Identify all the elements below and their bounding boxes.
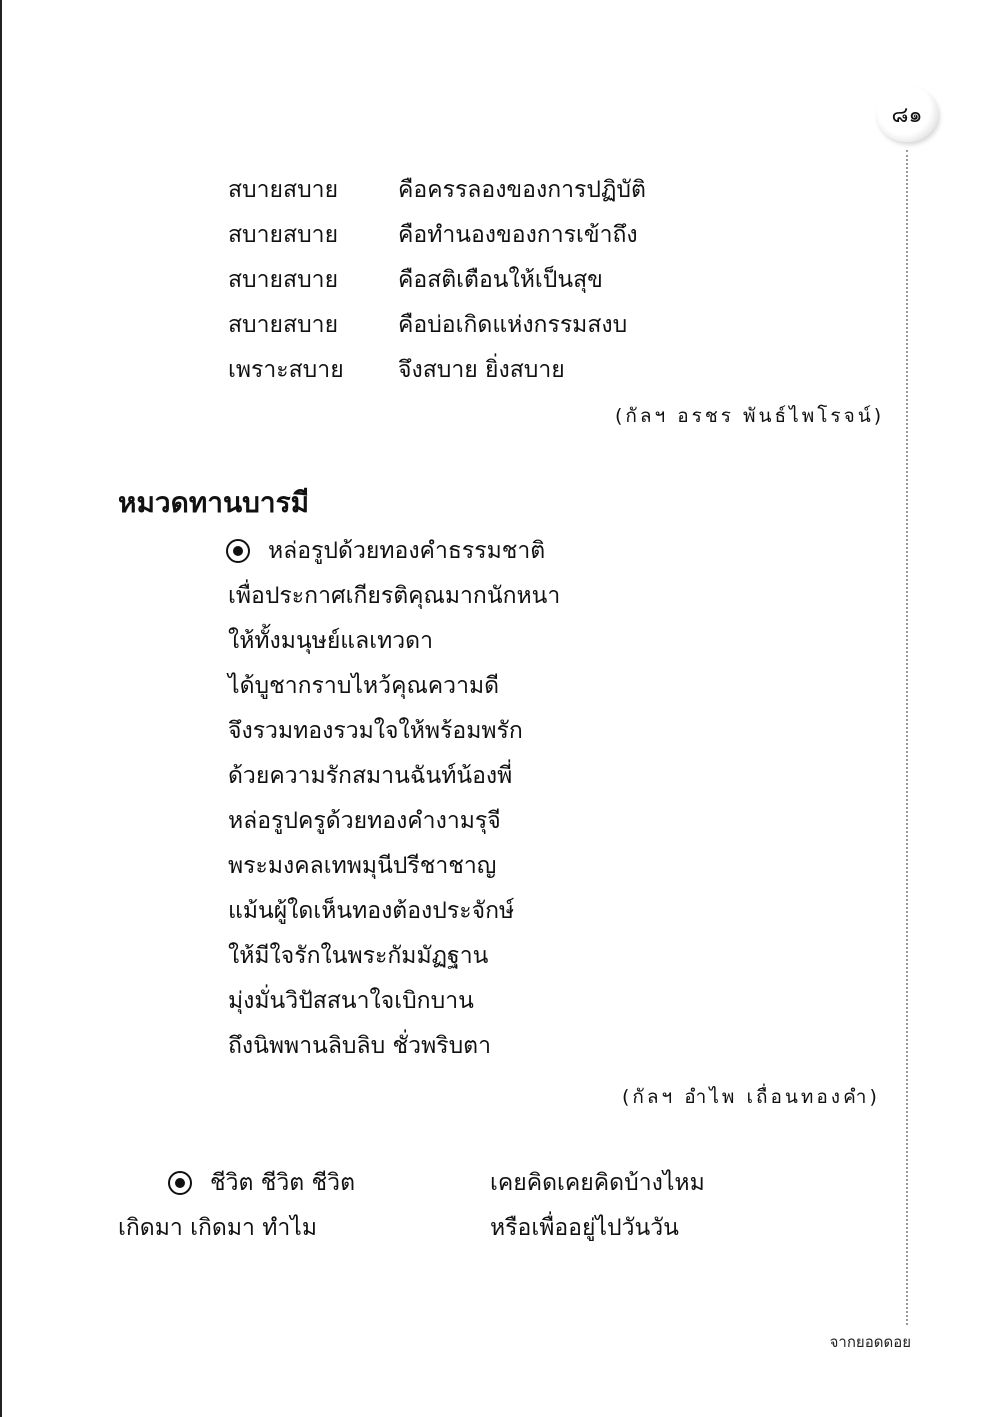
- poem-line: หล่อรูปครูด้วยทองคำงามรุจี: [228, 807, 501, 834]
- page-number-badge: [876, 86, 938, 142]
- poem-line: พระมงคลเทพมุนีปรีชาชาญ: [228, 852, 497, 879]
- stanza-left: [118, 1165, 490, 1201]
- stanza-right: เคยคิดเคยคิดบ้างไหม: [490, 1169, 705, 1196]
- stanza-left-text: ชีวิต ชีวิต ชีวิต: [210, 1169, 356, 1196]
- verse-left: สบายสบาย: [228, 176, 339, 203]
- poem-line: ถึงนิพพานลิบลิบ ชั่วพริบตา: [228, 1032, 492, 1059]
- stanza-left: เกิดมา เกิดมา ทำไม: [118, 1214, 318, 1241]
- stanza-row: [118, 1160, 705, 1205]
- verse-left: สบายสบาย: [228, 266, 339, 293]
- page-number: ๘๑: [891, 102, 923, 128]
- verse-row: [228, 302, 646, 347]
- verse-row: [228, 212, 646, 257]
- poem-line-text: หล่อรูปด้วยทองคำธรรมชาติ: [268, 537, 546, 564]
- poem-line: เพื่อประกาศเกียรติคุณมากนักหนา: [228, 582, 561, 609]
- stanza-row: [118, 1205, 705, 1250]
- poem-line: [226, 528, 560, 573]
- verse-left: เพราะสบาย: [228, 356, 344, 383]
- verse-right: คือสติเตือนให้เป็นสุข: [398, 266, 603, 293]
- poem-line: ให้ทั้งมนุษย์แลเทวดา: [228, 627, 434, 654]
- section-title: หมวดทานบารมี: [118, 486, 310, 519]
- verse-right: คือทำนองของการเข้าถึง: [398, 221, 638, 248]
- poem-line: แม้นผู้ใดเห็นทองต้องประจักษ์: [228, 897, 515, 924]
- stanza-block: [118, 1160, 705, 1250]
- poem-line: จึงรวมทองรวมใจให้พร้อมพรัก: [228, 717, 523, 744]
- verse-row: [228, 347, 646, 392]
- dotted-margin-rule: [906, 150, 908, 1325]
- poem-block: [228, 528, 560, 1068]
- verse-block-top: [228, 167, 646, 392]
- verse-row: [228, 167, 646, 212]
- verse-row: [228, 257, 646, 302]
- poem-line: ให้มีใจรักในพระกัมมัฏฐาน: [228, 942, 489, 969]
- poem-line: ด้วยความรักสมานฉันท์น้องพี่: [228, 762, 513, 789]
- verse-left: สบายสบาย: [228, 311, 339, 338]
- bullet-icon: [168, 1171, 192, 1195]
- bullet-icon: [226, 539, 250, 563]
- verse-right: คือบ่อเกิดแห่งกรรมสงบ: [398, 311, 628, 338]
- attribution-1: (กัลฯ อรชร พันธ์ไพโรจน์): [615, 405, 885, 427]
- stanza-right: หรือเพื่ออยู่ไปวันวัน: [490, 1214, 679, 1241]
- poem-line: มุ่งมั่นวิปัสสนาใจเบิกบาน: [228, 987, 474, 1014]
- page-border: [0, 0, 2, 1417]
- poem-line: ได้บูชากราบไหว้คุณความดี: [228, 672, 500, 699]
- verse-left: สบายสบาย: [228, 221, 339, 248]
- attribution-2: (กัลฯ อำไพ เถื่อนทองคำ): [622, 1086, 880, 1108]
- verse-right: คือครรลองของการปฏิบัติ: [398, 176, 646, 203]
- verse-right: จึงสบาย ยิ่งสบาย: [398, 356, 565, 383]
- footer-text: จากยอดดอย: [829, 1333, 911, 1351]
